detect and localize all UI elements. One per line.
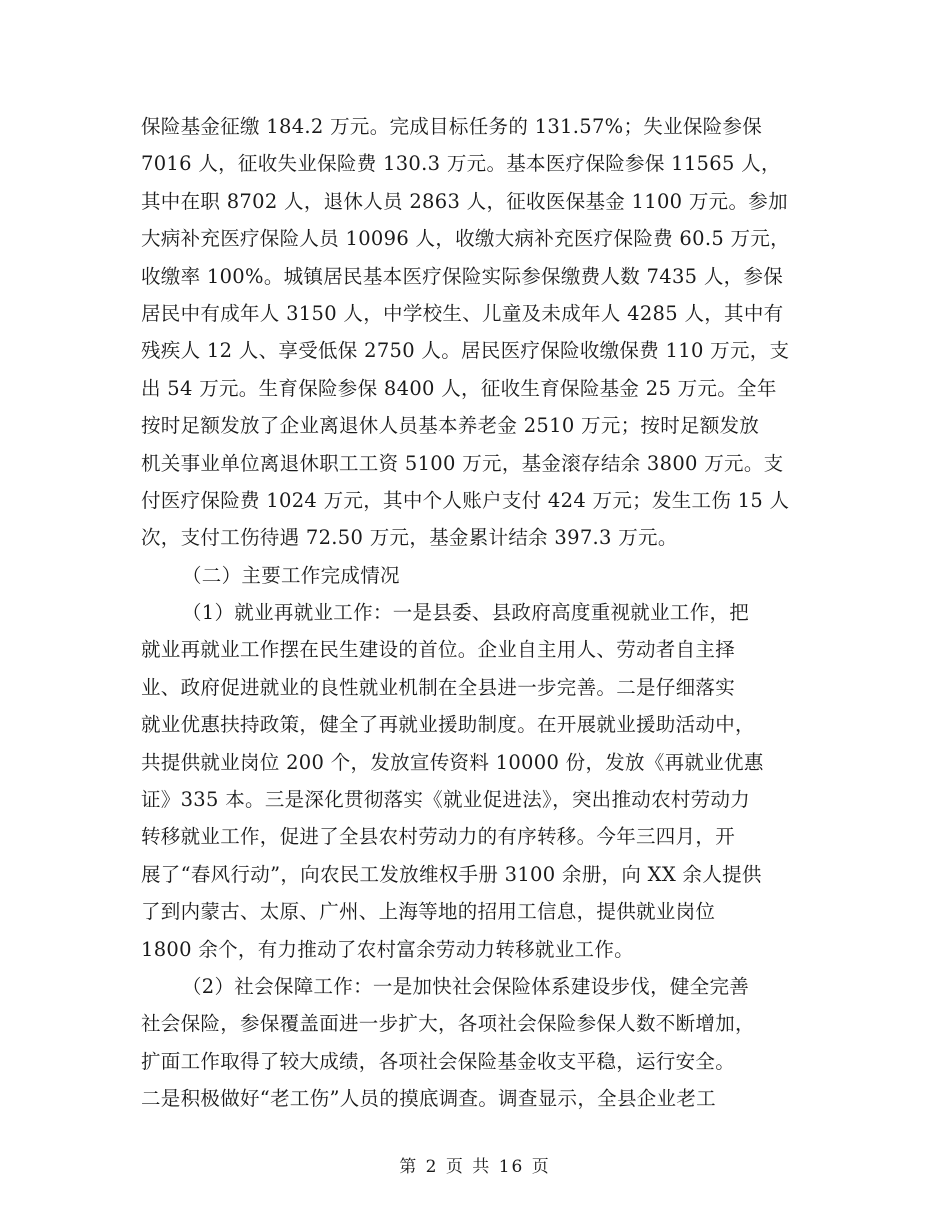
body-line: 7016 人，征收失业保险费 130.3 万元。基本医疗保险参保 11565 人， (141, 152, 781, 176)
body-line: 出 54 万元。生育保险参保 8400 人，征收生育保险基金 25 万元。全年 (141, 376, 777, 400)
body-line: 转移就业工作，促进了全县农村劳动力的有序转移。今年三四月，开 (141, 825, 736, 849)
body-line: 共提供就业岗位 200 个，发放宣传资料 10000 份，发放《再就业优惠 (141, 750, 764, 774)
body-line: 就业再就业工作摆在民生建设的首位。企业自主用人、劳动者自主择 (141, 638, 736, 662)
section-heading: （二）主要工作完成情况 (182, 563, 400, 587)
paragraph-first-line: （1）就业再就业工作：一是县委、县政府高度重视就业工作，把 (182, 601, 750, 625)
page-number-footer: 第 2 页 共 16 页 (399, 1157, 551, 1177)
document-body (141, 108, 809, 1118)
body-line: 了到内蒙古、太原、广州、上海等地的招用工信息，提供就业岗位 (141, 900, 716, 924)
body-line: 居民中有成年人 3150 人，中学校生、儿童及未成年人 4285 人，其中有 (141, 301, 784, 325)
body-line: 扩面工作取得了较大成绩，各项社会保险基金收支平稳，运行安全。 (141, 1049, 736, 1073)
body-line: 二是积极做好“老工伤”人员的摸底调查。调查显示，全县企业老工 (141, 1087, 716, 1111)
body-line: 社会保险，参保覆盖面进一步扩大，各项社会保险参保人数不断增加， (141, 1012, 755, 1036)
body-line: 机关事业单位离退休职工工资 5100 万元，基金滚存结余 3800 万元。支 (141, 451, 784, 475)
body-line: 1800 余个，有力推动了农村富余劳动力转移就业工作。 (141, 937, 634, 961)
body-line: 就业优惠扶持政策，健全了再就业援助制度。在开展就业援助活动中， (141, 713, 755, 737)
body-line: 证》335 本。三是深化贯彻落实《就业促进法》，突出推动农村劳动力 (141, 788, 751, 812)
paragraph-first-line: （2）社会保障工作：一是加快社会保险体系建设步伐，健全完善 (182, 974, 750, 998)
body-line: 其中在职 8702 人，退休人员 2863 人，征收医保基金 1100 万元。参加 (141, 189, 788, 213)
body-line: 展了“春风行动”，向农民工发放维权手册 3100 余册，向 XX 余人提供 (141, 862, 762, 886)
body-line: 业、政府促进就业的良性就业机制在全县进一步完善。二是仔细落实 (141, 675, 736, 699)
body-line: 按时足额发放了企业离退休人员基本养老金 2510 万元；按时足额发放 (141, 414, 760, 438)
body-line: 保险基金征缴 184.2 万元。完成目标任务的 131.57%；失业保险参保 (141, 115, 763, 138)
body-line: 付医疗保险费 1024 万元，其中个人账户支付 424 万元；发生工伤 15 人 (141, 488, 790, 512)
body-line: 残疾人 12 人、享受低保 2750 人。居民医疗保险收缴保费 110 万元，支 (141, 339, 790, 363)
body-line: 收缴率 100%。城镇居民基本医疗保险实际参保缴费人数 7435 人，参保 (141, 264, 784, 288)
body-line: 大病补充医疗保险人员 10096 人，收缴大病补充医疗保险费 60.5 万元， (141, 227, 790, 251)
body-line: 次，支付工伤待遇 72.50 万元，基金累计结余 397.3 万元。 (141, 526, 678, 550)
